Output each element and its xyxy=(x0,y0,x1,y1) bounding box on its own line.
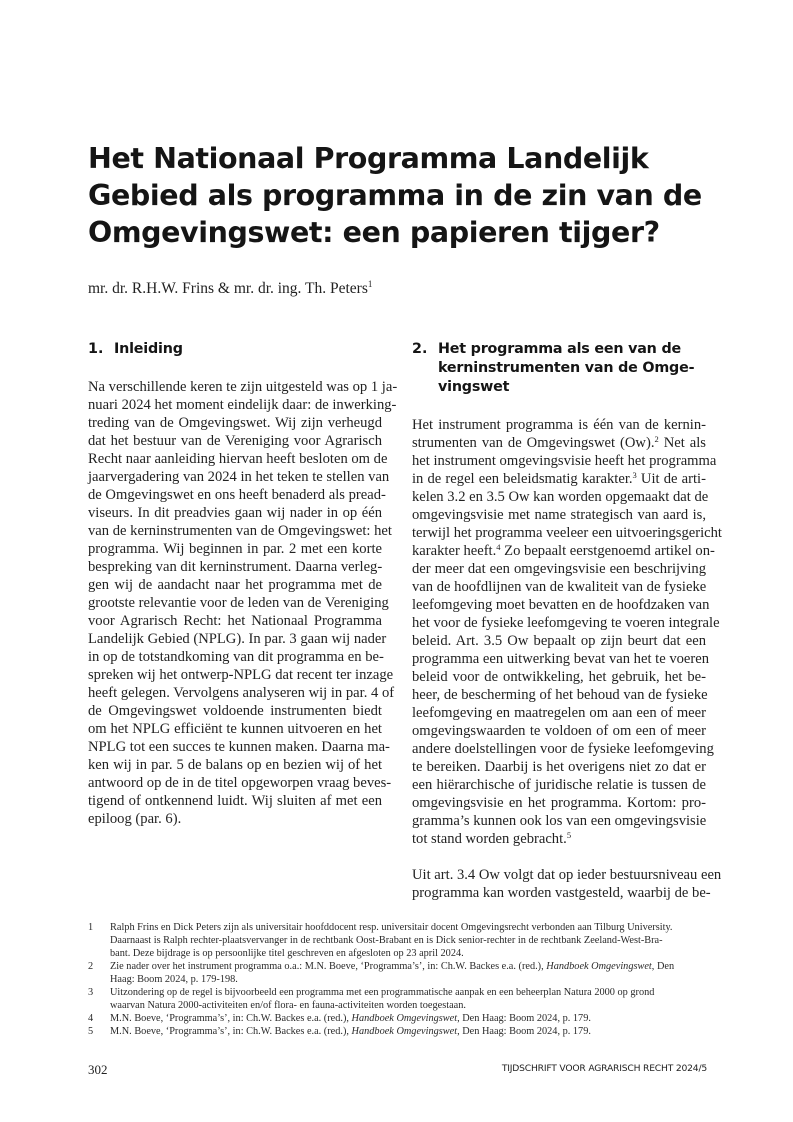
text-line: om het NPLG efficiënt te kunnen uitvoeren en het xyxy=(88,721,382,737)
text-line: nuari 2024 het moment eindelijk daar: de inwerking- xyxy=(88,397,397,413)
authors-text: mr. dr. R.H.W. Frins & mr. dr. ing. Th. Peters xyxy=(88,280,368,297)
footnotes xyxy=(88,921,708,1038)
text-line: treding van de Omgevingswet. Wij zijn verheugd xyxy=(88,415,382,431)
footnote-ref[interactable]: 2 xyxy=(654,434,659,444)
text-line: gramma’s kunnen ook los van een omgevingsvisie xyxy=(412,813,707,829)
text-line: heer, de bescherming of het behoud van de fysieke xyxy=(412,687,708,703)
section-number: 2. xyxy=(412,341,428,357)
footnote-line: M.N. Boeve, ‘Programma’s’, in: Ch.W. Backes e.a. (red.), Handboek Omgevingswet, Den Haag: Boom 2024, p. 179. xyxy=(110,1026,591,1037)
section-heading-inleiding xyxy=(88,340,382,359)
text-line: in de regel een beleidsmatig karakter.$^3$ Uit de arti- xyxy=(412,470,706,487)
text-line: omgevingswaarden te voldoen of om een of meer xyxy=(412,723,706,739)
footnote-number: 5 xyxy=(88,1026,94,1037)
paragraph xyxy=(412,866,722,902)
footnote-ref[interactable]: 4 xyxy=(496,542,501,552)
text-line: epiloog (par. 6). xyxy=(88,811,182,827)
footnote-line: Ralph Frins en Dick Peters zijn als universitair hoofddocent resp. universitair docent Omgevingsrecht verbonden aan Tilburg University. xyxy=(110,922,673,933)
text-line: in op de totstandkoming van dit programma en be- xyxy=(88,649,384,665)
text-line: jaarvergadering van 2024 in het teken te stellen van xyxy=(88,469,390,485)
footnote xyxy=(88,986,708,1012)
text-line: omgevingsvisie met name strategisch van aard is, xyxy=(412,507,706,523)
text-line: kelen 3.2 en 3.5 Ow kan worden opgemaakt dat de xyxy=(412,489,709,505)
text-line: karakter heeft.$^4$ Zo bepaalt eerstgenoemd artikel on- xyxy=(412,542,715,559)
text-line: tot stand worden gebracht.$^5$ xyxy=(412,830,572,847)
text-line: programma kan worden vastgesteld, waarbij de be- xyxy=(412,885,711,901)
journal-name: TIJDSCHRIFT VOOR AGRARISCH RECHT 2024/5 xyxy=(501,1063,707,1074)
text-line: Recht naar aanleiding hiervan heeft besloten om de xyxy=(88,451,388,467)
text-line: leefomgeving en maatregelen om aan een of meer xyxy=(412,705,706,721)
section-heading-line: vingswet xyxy=(438,379,510,395)
text-line: het voor de fysieke leefomgeving te voeren integrale xyxy=(412,615,720,631)
text-line: dat het bestuur van de Vereniging voor Agrarisch xyxy=(88,433,382,449)
authors xyxy=(88,279,372,298)
text-line: strumenten van de Omgevingswet (Ow).$^2$ Net als xyxy=(412,434,706,451)
section-heading-line: kerninstrumenten van de Omge- xyxy=(438,360,695,376)
text-line: beleid. Art. 3.5 Ow bepaalt op zijn beurt dat een xyxy=(412,633,706,649)
footnote-ref[interactable]: 1 xyxy=(367,279,373,289)
text-line: het instrument omgevingsvisie heeft het programma xyxy=(412,453,717,469)
section-heading-line: Het programma als een van de xyxy=(438,341,681,357)
footnote-number: 4 xyxy=(88,1013,94,1024)
footnote-number: 3 xyxy=(88,987,94,998)
text-line: Na verschillende keren te zijn uitgesteld was op 1 ja- xyxy=(88,379,398,395)
text-line: ken wij in par. 5 de balans op en bezien wij of het xyxy=(88,757,382,773)
text-line: van de hoofdlijnen van de kwaliteit van de fysieke xyxy=(412,579,707,595)
column-left xyxy=(88,340,398,828)
title-line: Omgevingswet: een papieren tijger? xyxy=(88,216,660,249)
footnote-number: 1 xyxy=(88,922,94,933)
text-line: andere doelstellingen voor de fysieke leefomgeving xyxy=(412,741,714,757)
page-number: 302 xyxy=(88,1062,108,1077)
title-line: Gebied als programma in de zin van de xyxy=(88,179,702,212)
text-line: de Omgevingswet voldoende instrumenten biedt xyxy=(88,703,382,719)
section-heading-line: Inleiding xyxy=(114,341,183,357)
footnote-line: Zie nader over het instrument programma o.a.: M.N. Boeve, ‘Programma’s’, in: Ch.W. Backes e.a. (red.), Handboek Omgevingswet, Den xyxy=(110,961,675,972)
text-line: de Omgevingswet en ons heeft benaderd als pread- xyxy=(88,487,386,503)
text-line: te bereiken. Daarbij is het overigens niet zo dat er xyxy=(412,759,706,775)
text-line: grootste relevantie voor de leden van de Vereniging xyxy=(88,595,389,611)
text-line: van de kerninstrumenten van de Omgevingswet: het xyxy=(88,523,392,539)
footnote xyxy=(88,1025,708,1038)
text-line: spreken wij het ontwerp-NPLG dat recent ter inzage xyxy=(88,667,394,683)
column-right xyxy=(412,340,722,902)
text-line: voor Agrarisch Recht: het Nationaal Programma xyxy=(88,613,382,629)
text-line: een hiërarchische of juridische relatie is tussen de xyxy=(412,777,706,793)
text-line: heeft gelegen. Vervolgens analyseren wij in par. 4 of xyxy=(88,685,395,701)
footnote-number: 2 xyxy=(88,961,94,972)
text-line: gen wij de aandacht naar het programma met de xyxy=(88,577,382,593)
article-title xyxy=(88,140,728,251)
section-number: 1. xyxy=(88,341,104,357)
text-line: beleid voor de ontwikkeling, het gebruik, het be- xyxy=(412,669,706,685)
text-line: leefomgeving moet bevatten en de hoofdzaken van xyxy=(412,597,710,613)
text-line: antwoord op de in de titel opgeworpen vraag beves- xyxy=(88,775,392,791)
text-line: bespreking van dit kerninstrument. Daarna verleg- xyxy=(88,559,383,575)
footnote xyxy=(88,1012,708,1025)
footnote xyxy=(88,921,708,960)
text-line: terwijl het programma veeleer een uitvoeringsgericht xyxy=(412,525,722,541)
footnote-line: M.N. Boeve, ‘Programma’s’, in: Ch.W. Backes e.a. (red.), Handboek Omgevingswet, Den Haag: Boom 2024, p. 179. xyxy=(110,1013,591,1024)
text-line: Landelijk Gebied (NPLG). In par. 3 gaan wij nader xyxy=(88,631,387,647)
footnote-line: Haag: Boom 2024, p. 179-198. xyxy=(110,974,238,985)
text-line: viseurs. In dit preadvies gaan wij nader in op één xyxy=(88,505,382,521)
text-line: omgevingsvisie en het programma. Kortom: pro- xyxy=(412,795,706,811)
text-line: NPLG tot een succes te kunnen maken. Daarna ma- xyxy=(88,739,390,755)
text-line: tigend of ontkennend luidt. Wij sluiten af met een xyxy=(88,793,382,809)
footnote-ref[interactable]: 5 xyxy=(566,830,572,840)
footnote-line: Daarnaast is Ralph rechter-plaatsvervanger in de rechtbank Oost-Brabant en is Dick senior-rechter in de rechtbank Zeeland-West-Bra- xyxy=(110,935,663,946)
section-heading-programma xyxy=(412,340,706,397)
text-line: Uit art. 3.4 Ow volgt dat op ieder bestuursniveau een xyxy=(412,867,722,883)
footnote-line: Uitzondering op de regel is bijvoorbeeld een programma met een programmatische aanpak en een beheerplan Natura 2000 op grond xyxy=(110,987,655,998)
footnote-line: waarvan Natura 2000-activiteiten en/of flora- en fauna-activiteiten worden toegestaan. xyxy=(110,1000,466,1011)
text-line: programma een uitwerking bevat van het te voeren xyxy=(412,651,710,667)
text-line: Het instrument programma is één van de kernin- xyxy=(412,417,706,433)
footnote-ref[interactable]: 3 xyxy=(632,470,637,480)
text-line: der meer dat een omgevingsvisie een beschrijving xyxy=(412,561,706,577)
paragraph xyxy=(412,416,722,848)
footnote-line: bant. Deze bijdrage is op persoonlijke titel geschreven en afgesloten op 23 april 2024. xyxy=(110,948,464,959)
footnote xyxy=(88,960,708,986)
text-line: programma. Wij beginnen in par. 2 met een korte xyxy=(88,541,382,557)
title-line: Het Nationaal Programma Landelijk xyxy=(88,142,649,175)
paragraph xyxy=(88,378,398,828)
